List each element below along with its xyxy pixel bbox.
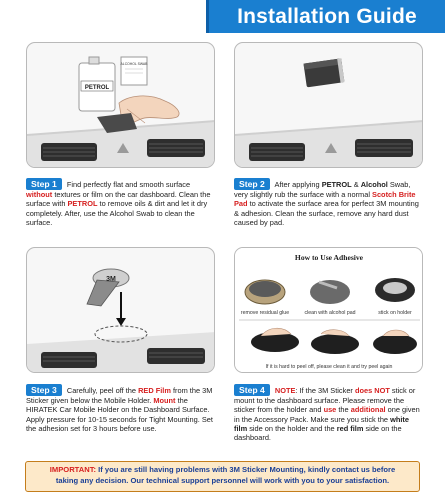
step2-illustration — [234, 42, 423, 168]
step4-text: Step 4 NOTE: If the 3M Sticker does NOT stick or mount to the dashboard surface. Please remove the sticker from the holder and use the additional one given in the Accessory Pack. Make sure you stick the white film side on the holder and the red film side on the dashboard. — [234, 385, 420, 443]
step2-text: Step 2 After applying PETROL & Alcohol Swab, very slightly rub the surface with a normal Scotch Brite Pad to activate the surface area for perfect 3M mounting & adhesion. Clean the surface, remove any hard dust caused by pad. — [234, 179, 419, 227]
page-title: Installation Guide — [237, 4, 417, 28]
peel-notice: If it is hard to peel off, please clean it and try peel again — [265, 364, 393, 370]
step3-illustration — [26, 247, 215, 373]
step1-illustration — [26, 42, 215, 168]
step4-illustration — [234, 247, 423, 373]
caption-remove-glue: remove residual glue — [240, 310, 290, 316]
important-line1: If you are still having problems with 3M Sticker Mounting, kindly contact us before — [96, 465, 396, 474]
caption-clean-alcohol: clean with alcohol pad — [304, 310, 356, 316]
important-label: IMPORTANT: — [49, 465, 97, 474]
adhesive-guide-title: How to Use Adhesive — [294, 253, 364, 262]
step1-badge: Step 1 — [26, 178, 62, 190]
caption-stick-holder: stick on holder — [378, 310, 412, 316]
step1-text: Step 1 Find perfectly flat and smooth surface without textures or film on the car dashboard. Clean the surface with PETROL to remove oils & dirt and let it dry completely. After, use the Alcohol Swab to clean the surface. — [26, 179, 211, 227]
step3-badge: Step 3 — [26, 384, 62, 396]
brand-3m-label: 3M — [106, 276, 116, 283]
title-banner — [206, 0, 445, 33]
important-note — [25, 461, 420, 492]
step2-badge: Step 2 — [234, 178, 270, 190]
step3-text: Step 3 Carefully, peel off the RED Film from the 3M Sticker given below the Mobile Holder. Mount the HIRATEK Car Mobile Holder on the Dashboard Surface. Apply pressure for 10-15 seconds for Tight Mounting. Set the adhesion set for 3 hours before use. — [26, 385, 213, 433]
important-line2: taking any decision. Our technical support personnel will work with you to your satisfaction. — [55, 475, 390, 485]
petrol-label: PETROL — [84, 85, 110, 91]
swab-label: ALCOHOL SWAB — [120, 62, 148, 66]
step4-badge: Step 4 — [234, 384, 270, 396]
